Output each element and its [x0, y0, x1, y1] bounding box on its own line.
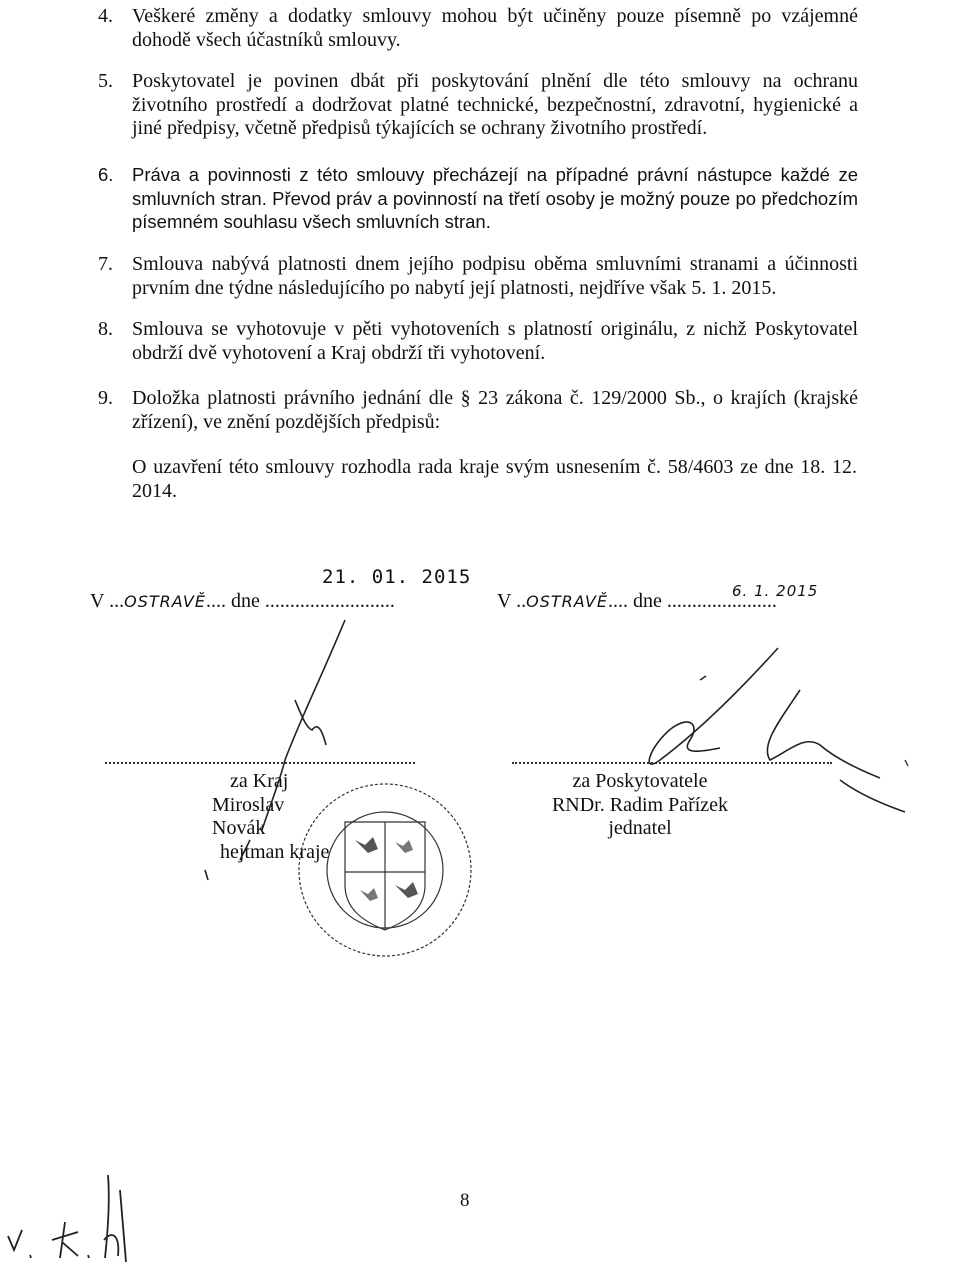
- place-prefix: V: [497, 590, 517, 612]
- clause-text: Doložka platnosti právního jednání dle § 23 zákona č. 129/2000 Sb., o krajích (krajské zřízení), ve znění pozdějších předpisů:: [132, 387, 858, 433]
- clause-number: 8.: [98, 318, 113, 340]
- handwritten-place: OSTRAVĚ: [124, 592, 206, 611]
- date-label: dne: [225, 590, 265, 612]
- clause-text: Smlouva se vyhotovuje v pěti vyhotoveních s platností originálu, z nichž Poskytovatel obdrží dvě vyhotovení a Kraj obdrží tři vyhotovení.: [132, 318, 858, 364]
- place-dots-after: ....: [205, 590, 226, 612]
- date-dots: ......................: [666, 590, 777, 612]
- official-seal: [299, 784, 471, 956]
- handwritten-initials: [8, 1175, 126, 1262]
- place-dots-after: ....: [607, 590, 628, 612]
- signatory-title: jednatel: [608, 817, 672, 839]
- page-number: 8: [460, 1190, 470, 1211]
- clause-number: 4.: [98, 5, 113, 27]
- signatory-name: RNDr. Radim Pařízek: [551, 793, 729, 816]
- date-stamp: 21. 01. 2015: [322, 566, 472, 588]
- clause-number: 5.: [98, 70, 113, 92]
- right-handwritten-signature: [649, 648, 905, 812]
- signatory-role: za Kraj: [230, 770, 289, 792]
- clause-text: Smlouva nabývá platnosti dnem jejího podpisu oběma smluvními stranami a účinnosti prvním dne týdne následujícího po nabytí její platnosti, nejdříve však 5. 1. 2015.: [132, 253, 858, 299]
- clause-text: Práva a povinnosti z této smlouvy přecházejí na případné právní nástupce každé ze smluvních stran. Převod práv a povinností na třetí osoby je možný pouze po předchozím písemném souhlasu všech smluvních stran.: [132, 164, 858, 232]
- clause-text: Poskytovatel je povinen dbát při poskytování plnění dle této smlouvy na ochranu životního prostředí a dodržovat platné technické, bezpečnostní, zdravotní, hygienické a jiné předpisy, včetně předpisů týkajících se ochrany životního prostředí.: [132, 70, 858, 139]
- date-label: dne: [627, 590, 667, 612]
- clause-number: 7.: [98, 253, 113, 275]
- approval-statement: O uzavření této smlouvy rozhodla rada kraje svým usnesením č. 58/4603 ze dne 18. 12. 2014.: [132, 456, 857, 502]
- handwritten-place: OSTRAVĚ: [526, 592, 608, 611]
- place-dots: ...: [109, 590, 125, 612]
- place-prefix: V: [90, 590, 110, 612]
- signatory-name: Miroslav Novák: [212, 793, 285, 839]
- clause-text: Veškeré změny a dodatky smlouvy mohou být učiněny pouze písemně po vzájemné dohodě všech účastníků smlouvy.: [132, 5, 858, 51]
- clause-number: 6.: [98, 164, 114, 185]
- place-dots: ..: [516, 590, 527, 612]
- handwritten-date: 6. 1. 2015: [732, 582, 819, 600]
- signatory-role: za Poskytovatele: [572, 770, 708, 792]
- date-dots: ..........................: [264, 590, 395, 612]
- left-handwritten-signature: [205, 620, 345, 880]
- clause-number: 9.: [98, 387, 113, 409]
- signatory-title: hejtman kraje: [220, 840, 330, 863]
